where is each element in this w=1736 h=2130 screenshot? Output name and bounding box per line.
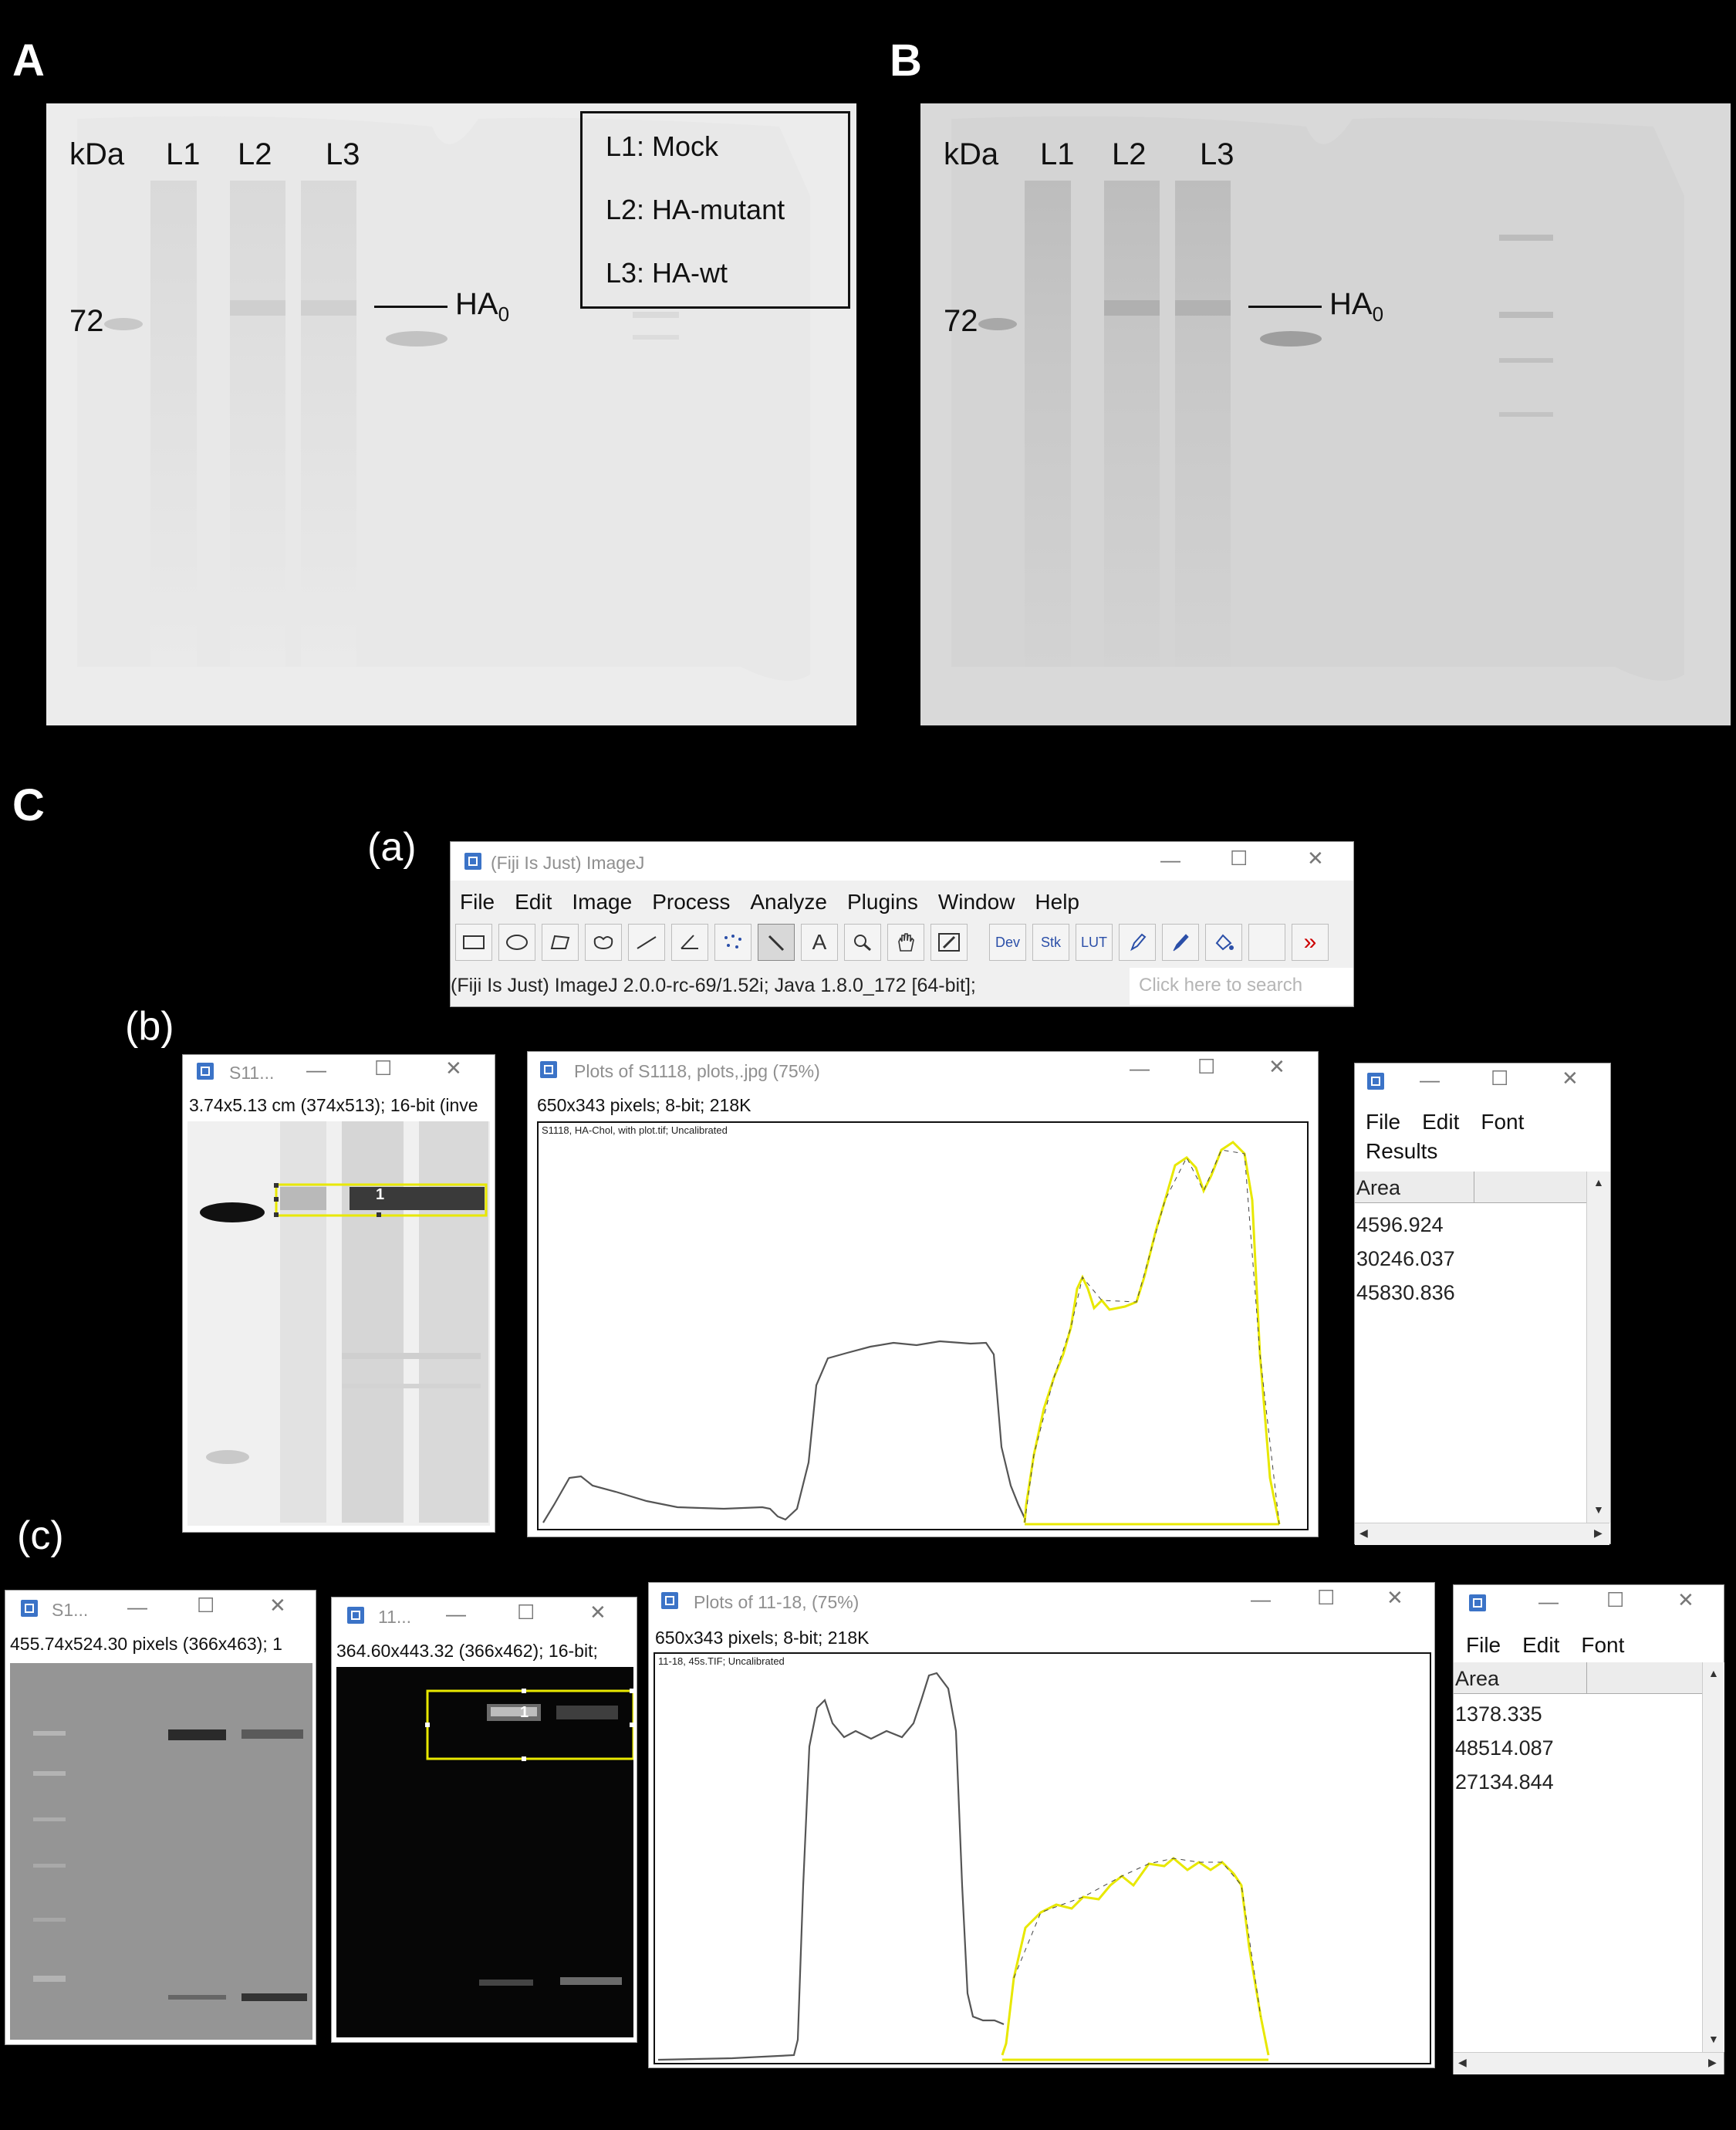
c-gel-canvas-1[interactable] xyxy=(10,1663,312,2040)
c-image2-titlebar xyxy=(332,1598,637,1633)
band-label-ha0: $HA_0$ xyxy=(455,287,510,326)
kda-label-b: kDa xyxy=(944,137,999,171)
b-plot-title: Plots of S1118, plots,.jpg (75%) xyxy=(574,1061,820,1081)
close-button[interactable]: ✕ xyxy=(445,1057,462,1080)
c-image-window-1 xyxy=(5,1590,316,2045)
pencil-tool-icon[interactable] xyxy=(1119,924,1156,961)
scroll-up-icon[interactable]: ▲ xyxy=(1593,1176,1604,1188)
rectangle-tool-icon[interactable] xyxy=(455,924,492,961)
minimize-button[interactable]: — xyxy=(1160,848,1180,871)
minimize-button[interactable]: — xyxy=(1420,1068,1440,1091)
c-plot-window xyxy=(648,1582,1435,2068)
color-picker-tool-icon[interactable] xyxy=(930,924,968,961)
maximize-button[interactable]: ☐ xyxy=(1491,1067,1509,1090)
b-result-value-1: 4596.924 xyxy=(1356,1213,1444,1236)
maximize-button[interactable]: ☐ xyxy=(1230,847,1248,870)
b-horizontal-scrollbar[interactable] xyxy=(1355,1523,1609,1545)
minimize-button[interactable]: — xyxy=(1251,1587,1271,1611)
scroll-left-icon[interactable]: ◀ xyxy=(1458,2056,1467,2068)
fiji-window-icon xyxy=(1367,1073,1384,1090)
b-plot-info: 650x343 pixels; 8-bit; 218K xyxy=(537,1095,751,1115)
c-plot-info: 650x343 pixels; 8-bit; 218K xyxy=(655,1628,870,1648)
lane-label-2-b: L2 xyxy=(1112,137,1147,171)
dev-menu-icon[interactable]: Dev xyxy=(989,924,1026,961)
close-button[interactable]: ✕ xyxy=(1562,1067,1579,1090)
maximize-button[interactable]: ☐ xyxy=(1197,1055,1216,1078)
close-button[interactable]: ✕ xyxy=(1386,1586,1403,1609)
oval-tool-icon[interactable] xyxy=(498,924,535,961)
imagej-title: (Fiji Is Just) ImageJ xyxy=(491,853,645,873)
b-image-titlebar xyxy=(183,1055,495,1089)
b-image-info: 3.74x5.13 cm (374x513); 16-bit (inve xyxy=(189,1095,478,1115)
magnifier-tool-icon[interactable] xyxy=(844,924,881,961)
text-tool-icon[interactable]: A xyxy=(801,924,838,961)
c-results-menubar xyxy=(1466,1633,1624,1658)
fiji-window-icon xyxy=(540,1061,557,1078)
band-pointer-line xyxy=(374,306,448,308)
close-button[interactable]: ✕ xyxy=(269,1594,286,1617)
menu-help[interactable]: Help xyxy=(1035,890,1080,914)
marker-72-label: 72 xyxy=(69,304,104,338)
kda-label: kDa xyxy=(69,137,125,171)
lane-label-3-b: L3 xyxy=(1200,137,1234,171)
b-results-header xyxy=(1355,1172,1586,1203)
lane-label-1-b: L1 xyxy=(1040,137,1075,171)
line-tool-icon[interactable] xyxy=(628,924,665,961)
column-divider xyxy=(1586,1662,1587,1693)
minimize-button[interactable]: — xyxy=(446,1602,466,1625)
panel-label-b: B xyxy=(890,36,922,86)
panel-label-a: A xyxy=(12,36,45,86)
b-result-value-3: 45830.836 xyxy=(1356,1281,1455,1304)
minimize-button[interactable]: — xyxy=(306,1058,326,1081)
menu-analyze[interactable]: Analyze xyxy=(750,890,827,914)
fiji-app-icon xyxy=(464,853,481,870)
point-tool-icon[interactable] xyxy=(714,924,751,961)
b-vertical-scrollbar[interactable] xyxy=(1586,1172,1610,1523)
b-results-menubar xyxy=(1366,1110,1524,1134)
imagej-titlebar xyxy=(451,842,1353,881)
scroll-right-icon[interactable]: ▶ xyxy=(1708,2056,1717,2068)
c-plot-title: Plots of 11-18, (75%) xyxy=(694,1592,860,1612)
freehand-tool-icon[interactable] xyxy=(585,924,622,961)
scroll-down-icon[interactable]: ▼ xyxy=(1593,1503,1604,1516)
maximize-button[interactable]: ☐ xyxy=(197,1594,215,1617)
c-profile-plot xyxy=(655,1654,1430,2063)
band-label-ha0-b: $HA_0$ xyxy=(1329,287,1384,326)
legend-item-l2: L2: HA-mutant xyxy=(606,194,785,225)
c-image-window-2 xyxy=(331,1597,637,2043)
imagej-status-bar: (Fiji Is Just) ImageJ 2.0.0-rc-69/1.52i; Java 1.8.0_172 [64-bit]; xyxy=(451,975,976,996)
empty-slot[interactable] xyxy=(1248,924,1285,961)
b-plot-window xyxy=(527,1051,1319,1537)
b-roi-number: 1 xyxy=(376,1186,385,1203)
b-result-value-2: 30246.037 xyxy=(1356,1247,1455,1270)
sub-label-b: (b) xyxy=(125,1004,174,1049)
c-plot-caption: 11-18, 45s.TIF; Uncalibrated xyxy=(658,1655,785,1667)
menu-results[interactable]: Results xyxy=(1366,1139,1438,1163)
c-result-value-3: 27134.844 xyxy=(1455,1770,1554,1794)
lane-label-2: L2 xyxy=(238,137,272,171)
c-plot-frame xyxy=(654,1652,1431,2064)
gel-image-b xyxy=(920,103,1731,725)
c-result-value-1: 1378.335 xyxy=(1455,1702,1542,1726)
menu-image[interactable]: Image xyxy=(572,890,633,914)
c-result-value-2: 48514.087 xyxy=(1455,1736,1554,1760)
polygon-tool-icon[interactable] xyxy=(542,924,579,961)
lut-menu-icon[interactable]: LUT xyxy=(1076,924,1113,961)
c-plot-titlebar xyxy=(649,1583,1434,1618)
imagej-toolbar xyxy=(455,924,1350,962)
c-results-header xyxy=(1454,1662,1702,1694)
menu-edit[interactable]: Edit xyxy=(1522,1633,1560,1657)
minimize-button[interactable]: — xyxy=(127,1595,147,1618)
scroll-up-icon[interactable]: ▲ xyxy=(1708,1667,1719,1679)
fiji-window-icon xyxy=(21,1600,38,1617)
menu-window[interactable]: Window xyxy=(937,890,1015,914)
close-button[interactable]: ✕ xyxy=(589,1601,606,1624)
gel-image-a xyxy=(46,103,856,725)
column-header-area[interactable]: Area xyxy=(1356,1176,1401,1199)
b-plot-caption: S1118, HA-Chol, with plot.tif; Uncalibrated xyxy=(542,1124,728,1136)
c-gel-canvas-2[interactable] xyxy=(336,1667,633,2037)
b-plot-frame xyxy=(537,1121,1309,1530)
c-roi-number: 1 xyxy=(520,1704,529,1721)
close-button[interactable]: ✕ xyxy=(1268,1055,1285,1078)
band-pointer-line-b xyxy=(1248,306,1322,308)
maximize-button[interactable]: ☐ xyxy=(374,1057,393,1080)
menu-font[interactable]: Font xyxy=(1481,1110,1525,1134)
fiji-window-icon xyxy=(1469,1594,1486,1611)
b-gel-canvas[interactable] xyxy=(187,1121,490,1526)
c-results-titlebar xyxy=(1454,1585,1724,1621)
menu-edit[interactable]: Edit xyxy=(1422,1110,1460,1134)
menu-file[interactable]: File xyxy=(1366,1110,1401,1134)
c-image1-title: S1... xyxy=(52,1600,89,1620)
scroll-right-icon[interactable]: ▶ xyxy=(1594,1526,1603,1539)
scroll-down-icon[interactable]: ▼ xyxy=(1708,2033,1719,2045)
c-image1-titlebar xyxy=(5,1591,316,1626)
fiji-window-icon xyxy=(661,1592,678,1609)
menu-font[interactable]: Font xyxy=(1581,1633,1625,1657)
imagej-main-window xyxy=(450,841,1354,1007)
b-profile-plot xyxy=(539,1123,1307,1529)
b-image-title: S11... xyxy=(229,1063,275,1083)
b-results-titlebar xyxy=(1355,1063,1610,1099)
stk-menu-icon[interactable]: Stk xyxy=(1032,924,1069,961)
lane-label-3: L3 xyxy=(326,137,360,171)
minimize-button[interactable]: — xyxy=(1130,1057,1150,1080)
menu-process[interactable]: Process xyxy=(652,890,731,914)
menu-file[interactable]: File xyxy=(1466,1633,1501,1657)
scroll-left-icon[interactable]: ◀ xyxy=(1359,1526,1368,1539)
c-image2-title: 11... xyxy=(378,1607,412,1627)
sub-label-a: (a) xyxy=(367,825,417,870)
minimize-button[interactable]: — xyxy=(1538,1590,1559,1613)
legend-item-l3: L3: HA-wt xyxy=(606,257,728,289)
sub-label-c: (c) xyxy=(17,1513,64,1558)
maximize-button[interactable]: ☐ xyxy=(1606,1588,1625,1611)
angle-tool-icon[interactable] xyxy=(671,924,708,961)
legend-item-l1: L1: Mock xyxy=(606,130,719,162)
close-button[interactable]: ✕ xyxy=(1307,847,1324,870)
b-plot-titlebar xyxy=(528,1052,1318,1087)
menu-file[interactable]: File xyxy=(460,890,495,914)
maximize-button[interactable]: ☐ xyxy=(1317,1586,1336,1609)
brush-tool-icon[interactable] xyxy=(1162,924,1199,961)
c-horizontal-scrollbar[interactable] xyxy=(1454,2052,1724,2074)
c-vertical-scrollbar[interactable] xyxy=(1702,1662,1724,2052)
c-image2-info: 364.60x443.32 (366x462); 16-bit; xyxy=(336,1641,598,1661)
menu-plugins[interactable]: Plugins xyxy=(846,890,918,914)
close-button[interactable]: ✕ xyxy=(1677,1588,1694,1611)
fiji-window-icon xyxy=(197,1063,214,1080)
c-results-window xyxy=(1453,1584,1724,2074)
search-field[interactable]: Click here to search xyxy=(1130,968,1353,1005)
lane-label-1: L1 xyxy=(166,137,201,171)
b-image-window xyxy=(182,1054,495,1533)
imagej-menubar xyxy=(460,890,1099,915)
column-header-area[interactable]: Area xyxy=(1455,1667,1500,1690)
wand-tool-icon[interactable] xyxy=(758,924,795,961)
fiji-window-icon xyxy=(347,1607,364,1624)
more-tools-icon[interactable]: » xyxy=(1292,924,1329,961)
marker-72-label-b: 72 xyxy=(944,304,978,338)
panel-label-c: C xyxy=(12,780,45,830)
c-image1-info: 455.74x524.30 pixels (366x463); 1 xyxy=(10,1634,282,1654)
b-results-window xyxy=(1354,1063,1611,1544)
menu-edit[interactable]: Edit xyxy=(515,890,552,914)
flood-fill-tool-icon[interactable] xyxy=(1205,924,1242,961)
hand-tool-icon[interactable] xyxy=(887,924,924,961)
maximize-button[interactable]: ☐ xyxy=(517,1601,535,1624)
lane-legend-box xyxy=(580,111,850,309)
